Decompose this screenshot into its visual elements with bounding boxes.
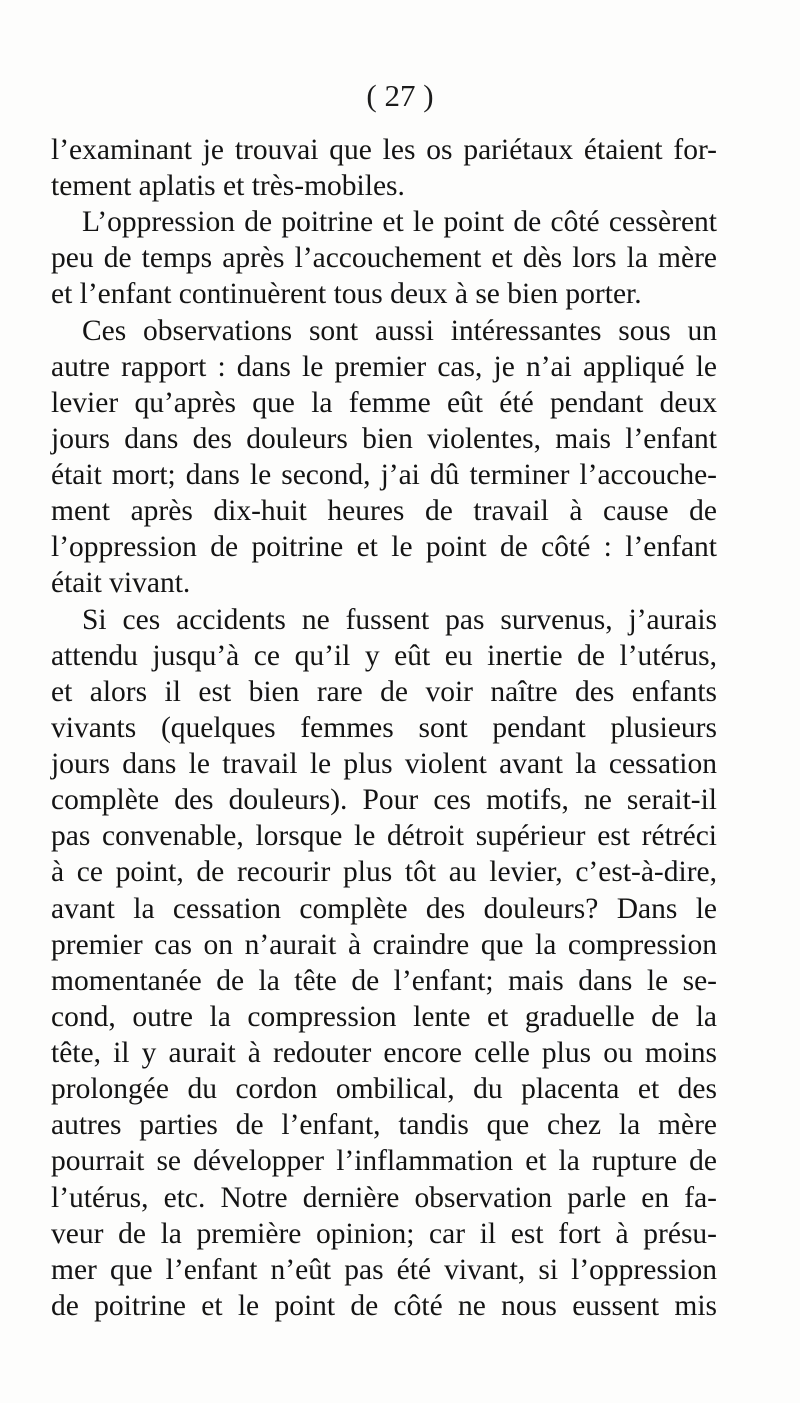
text-line: levier qu’après que la femme eût été pendant deux [51,387,717,419]
text-line: veur de la première opinion; car il est fort à présu- [51,1218,717,1250]
text-line: autre rapport : dans le premier cas, je n’ai appliqué le [51,351,717,383]
text-line: autres parties de l’enfant, tandis que chez la mère [51,1109,717,1141]
text-line: prolongée du cordon ombilical, du placenta et des [51,1073,717,1105]
text-line: l’utérus, etc. Notre dernière observation parle en fa- [51,1182,717,1214]
text-line: L’oppression de poitrine et le point de côté cessèrent [82,206,717,238]
text-line: mer que l’enfant n’eût pas été vivant, si l’oppression [51,1254,717,1286]
text-line: ment après dix-huit heures de travail à cause de [51,495,717,527]
text-line: peu de temps après l’accouchement et dès lors la mère [51,242,717,274]
text-line: cond, outre la compression lente et graduelle de la [51,1001,717,1033]
text-line: pas convenable, lorsque le détroit supérieur est rétréci [51,820,717,852]
text-line: tête, il y aurait à redouter encore celle plus ou moins [51,1037,717,1069]
text-line: était mort; dans le second, j’ai dû terminer l’accouche- [51,459,717,491]
text-line: Ces observations sont aussi intéressantes sous un [82,315,717,347]
text-line: l’examinant je trouvai que les os pariétaux étaient for- [51,134,717,166]
text-line: tement aplatis et très-mobiles. [51,170,405,202]
page-number: ( 27 ) [366,78,434,113]
text-line: avant la cessation complète des douleurs? Dans le [51,893,717,925]
text-line: à ce point, de recourir plus tôt au levier, c’est-à-dire, [51,856,717,888]
text-line: Si ces accidents ne fussent pas survenus, j’aurais [82,604,717,636]
text-line: et l’enfant continuèrent tous deux à se bien porter. [51,278,642,310]
text-line: de poitrine et le point de côté ne nous eussent mis [51,1290,717,1322]
text-line: était vivant. [51,567,191,599]
text-line: attendu jusqu’à ce qu’il y eût eu inertie de l’utérus, [51,640,717,672]
text-line: vivants (quelques femmes sont pendant plusieurs [51,712,717,744]
text-line: jours dans le travail le plus violent avant la cessation [51,748,717,780]
text-line: jours dans des douleurs bien violentes, mais l’enfant [51,423,717,455]
text-line: momentanée de la tête de l’enfant; mais dans le se- [51,965,717,997]
text-line: l’oppression de poitrine et le point de côté : l’enfant [51,531,717,563]
text-line: complète des douleurs). Pour ces motifs, ne serait-il [51,784,717,816]
text-line: premier cas on n’aurait à craindre que la compression [51,929,717,961]
text-line: et alors il est bien rare de voir naître des enfants [51,676,717,708]
text-line: pourrait se développer l’inflammation et la rupture de [51,1145,717,1177]
